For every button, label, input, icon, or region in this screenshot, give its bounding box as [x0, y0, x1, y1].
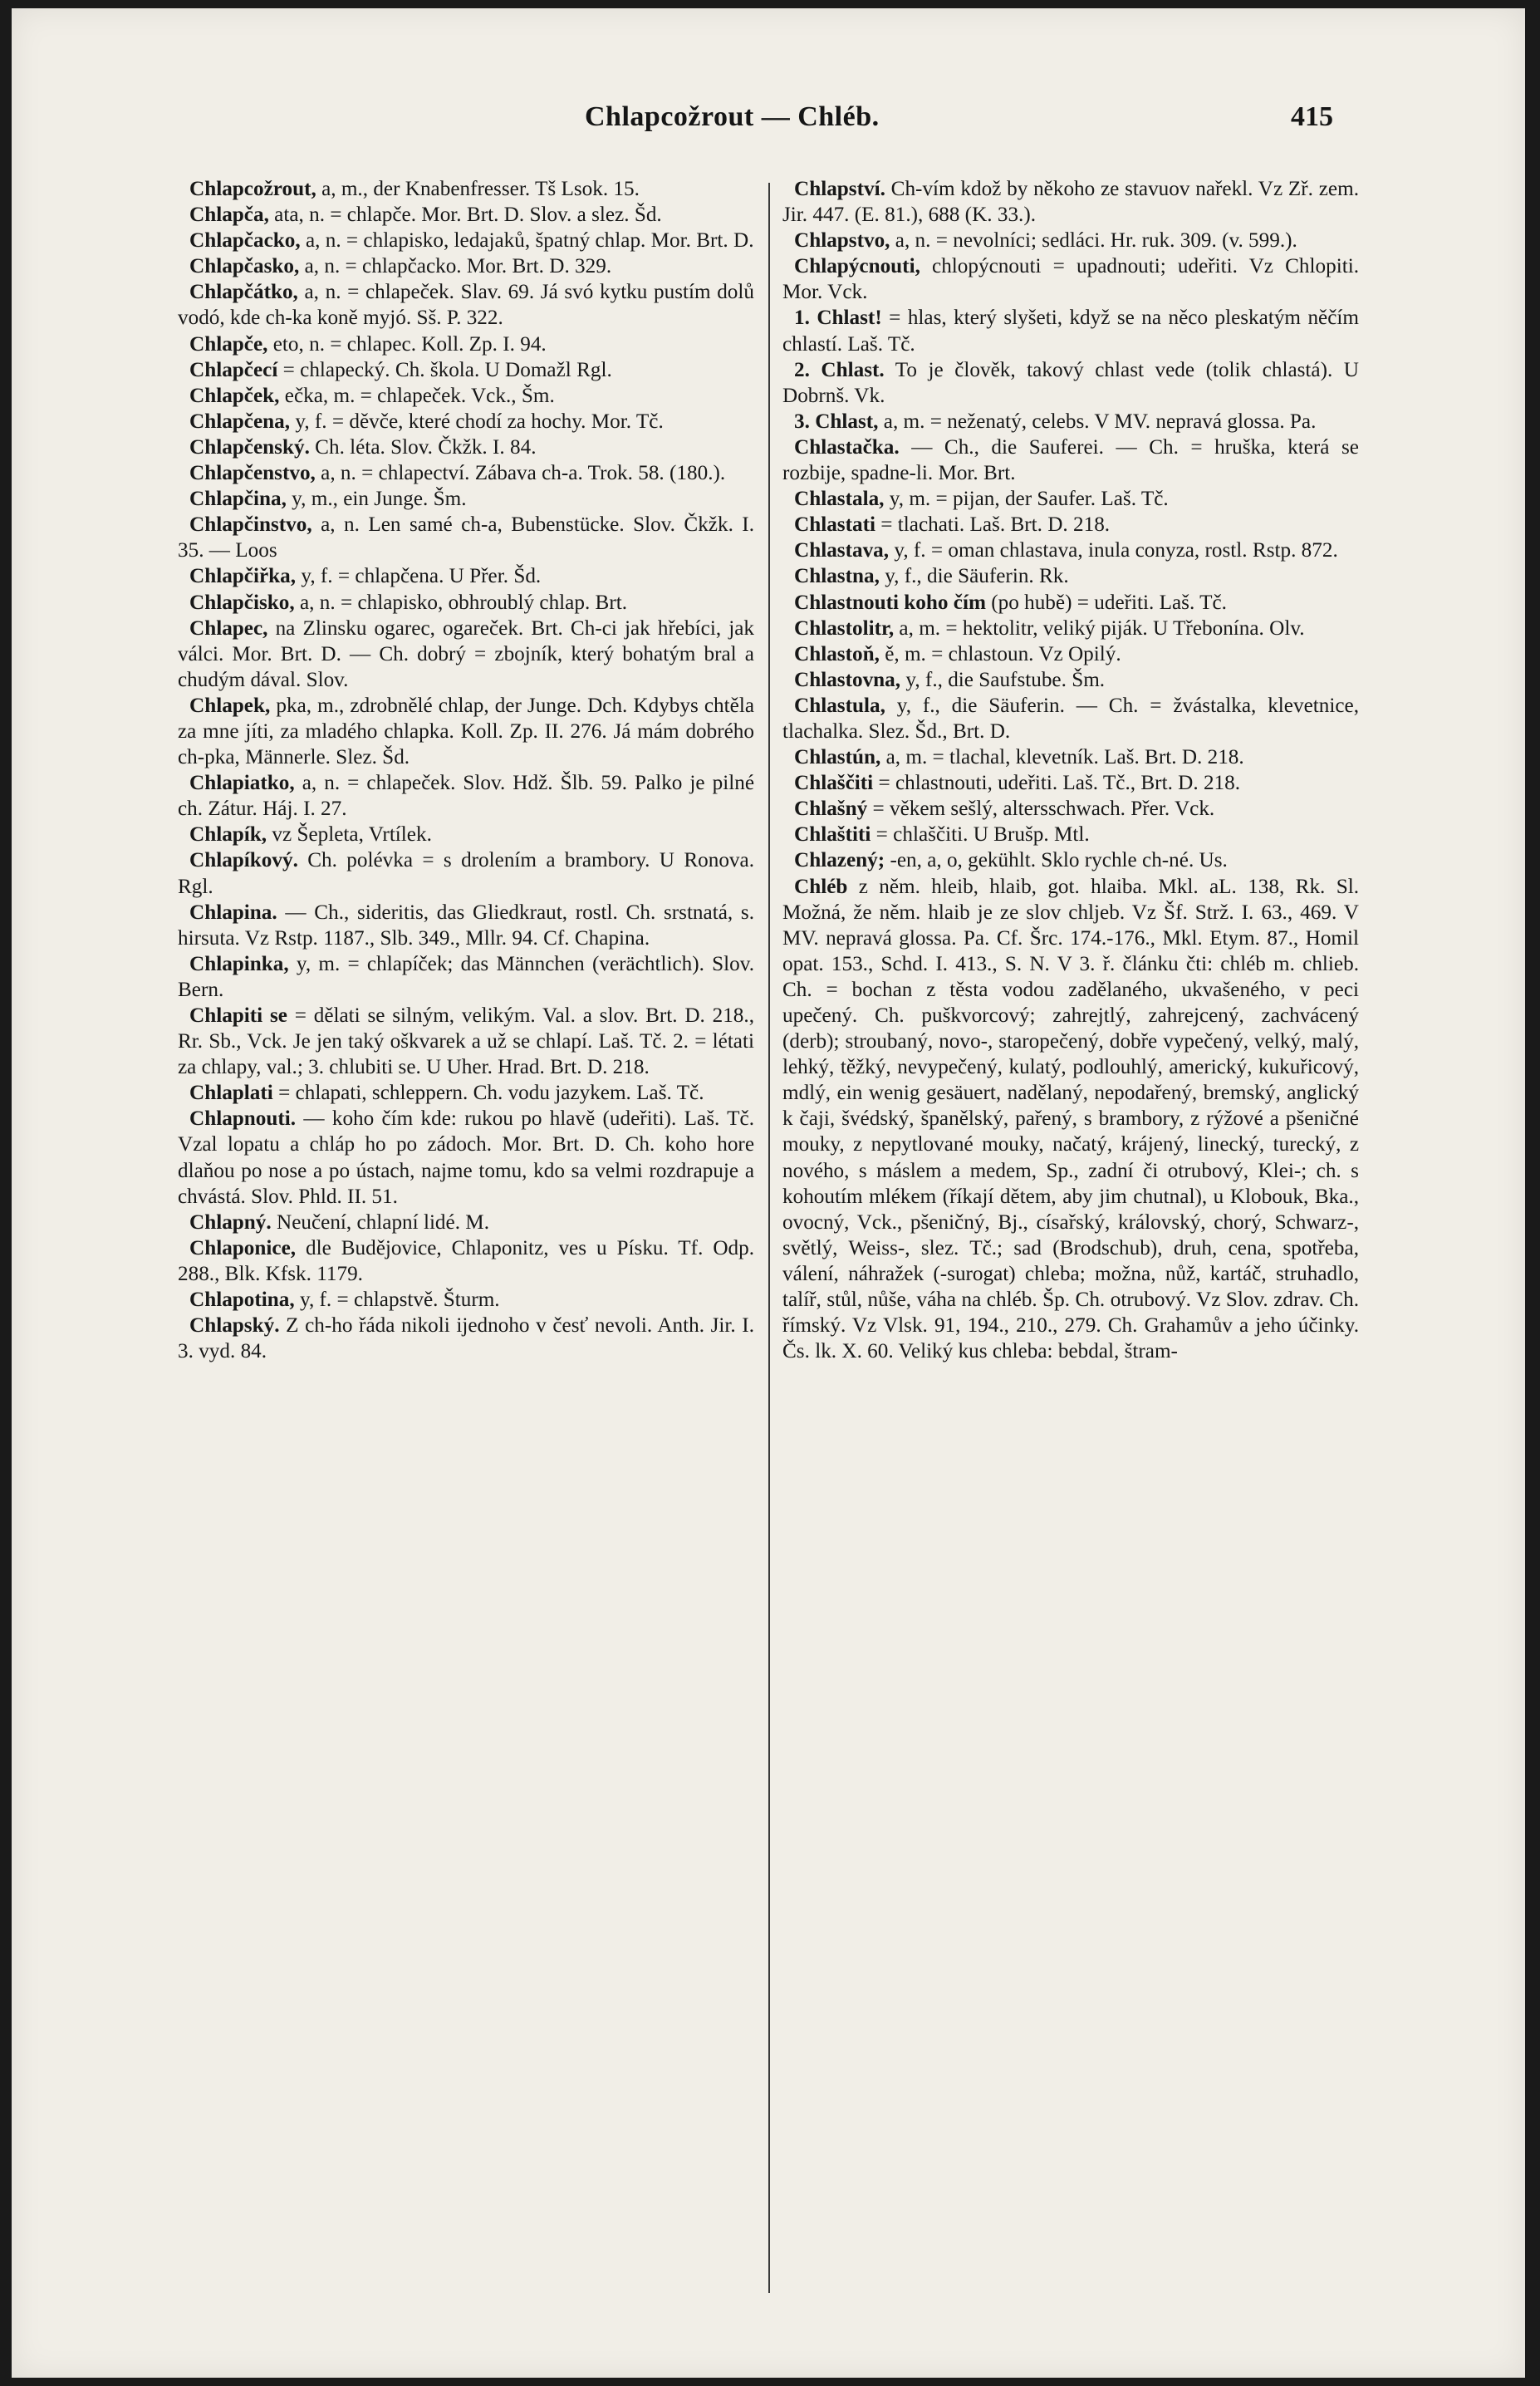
entry-definition: y, f., die Säuferin. Rk. [879, 565, 1069, 588]
entry-headword: Chlastoň, [794, 642, 880, 665]
entry-headword: 3. Chlast, [794, 410, 879, 433]
dictionary-entry [782, 538, 1359, 563]
dictionary-entry [178, 1106, 754, 1209]
entry-headword: Chlapčenský. [189, 435, 310, 459]
entry-headword: Chlapýcnouti, [794, 255, 920, 278]
entry-definition: y, m. = chlapíček; das Männchen (verächtlich). Slov. Bern. [178, 952, 754, 1001]
entry-definition: y, f. = chlapstvě. Šturm. [294, 1289, 500, 1312]
entry-headword: Chlastovna, [794, 668, 901, 691]
dictionary-entry [782, 253, 1359, 305]
entry-headword: Chlašný [794, 798, 868, 821]
entry-headword: Chlastačka. [794, 435, 900, 459]
entry-headword: Chlapček, [189, 384, 280, 407]
entry-headword: Chlastala, [794, 488, 885, 511]
entry-headword: Chlapný. [189, 1210, 272, 1234]
entry-headword: Chlapíkový. [189, 849, 298, 872]
entry-definition: y, f., die Saufstube. Šm. [900, 668, 1106, 691]
dictionary-entry [782, 357, 1359, 409]
dictionary-entry [782, 590, 1359, 616]
entry-definition: chlopýcnouti = upadnouti; udeřiti. Vz Chlopiti. Mor. Vck. [782, 255, 1359, 304]
dictionary-entry [178, 563, 754, 589]
dictionary-page [12, 8, 1525, 2378]
dictionary-entry [178, 1313, 754, 1364]
column-divider [768, 183, 770, 2293]
entry-headword: Chlapčena, [189, 410, 291, 433]
entry-definition: ě, m. = chlastoun. Vz Opilý. [879, 642, 1121, 665]
entry-headword: Chlapče, [189, 332, 268, 356]
entry-definition: = hlas, který slyšeti, když se na něco pleskatým něčím chlastí. Laš. Tč. [782, 307, 1360, 356]
entry-definition: na Zlinsku ogarec, ogareček. Brt. Ch-ci jak hřebíci, jak válci. Mor. Brt. D. — Ch. dobrý = zbojník, který bohatým bral a chudým dával. Slov. [178, 616, 754, 691]
entry-headword: Chlastolitr, [794, 616, 895, 640]
dictionary-entry [178, 434, 754, 460]
dictionary-entry [782, 434, 1359, 486]
dictionary-entry [178, 228, 754, 253]
dictionary-entry [178, 1235, 754, 1287]
dictionary-entry [782, 744, 1359, 770]
entry-headword: Chlaščiti [794, 772, 874, 795]
left-column [178, 176, 754, 2303]
dictionary-entry [178, 331, 754, 357]
entry-definition: a, m. = neženatý, celebs. V MV. nepravá glossa. Pa. [878, 410, 1317, 433]
entry-headword: Chlaponice, [189, 1236, 297, 1259]
entry-definition: = chlastnouti, udeřiti. Laš. Tč., Brt. D. 218. [873, 772, 1241, 795]
dictionary-entry [178, 847, 754, 899]
dictionary-entry [178, 590, 754, 616]
entry-headword: Chléb [794, 875, 848, 898]
entry-headword: Chlapina. [189, 901, 277, 924]
entry-headword: Chlapnouti. [189, 1107, 297, 1131]
entry-definition: a, n. = nevolníci; sedláci. Hr. ruk. 309. (v. 599.). [890, 229, 1297, 253]
dictionary-entry [178, 1210, 754, 1235]
entry-headword: Chlapiti se [189, 1004, 287, 1027]
entry-definition: y, f. = chlapčena. U Přer. Šd. [296, 565, 542, 588]
entry-definition: pka, m., zdrobnělé chlap, der Junge. Dch. Kdybys chtěla za mne jíti, za mladého chlapka. Koll. Zp. II. 276. Já mám dobrého ch-pka, Männerle. Slez. Šd. [178, 694, 754, 769]
entry-headword: Chlapča, [189, 204, 269, 227]
entry-definition: Ch. polévka = s drolením a brambory. U Ronova. Rgl. [178, 849, 754, 898]
dictionary-entry [178, 951, 754, 1003]
entry-definition: a, n. = chlapisko, ledajaků, špatný chlap. Mor. Brt. D. [300, 229, 754, 253]
entry-headword: Chlastula, [794, 694, 885, 717]
entry-definition: = chlaščiti. U Brušp. Mtl. [871, 823, 1090, 847]
entry-definition: — Ch., die Sauferei. — Ch. = hruška, která se rozbije, spadne-li. Mor. Brt. [782, 435, 1359, 485]
dictionary-entry [782, 822, 1359, 847]
entry-headword: Chlapčiřka, [189, 565, 297, 588]
entry-headword: Chlapiatko, [189, 772, 295, 795]
dictionary-entry [178, 900, 754, 951]
dictionary-entry [782, 874, 1359, 1365]
entry-definition: = chlapecký. Ch. škola. U Domažl Rgl. [277, 358, 612, 381]
entry-headword: Chlapčátko, [189, 281, 298, 304]
dictionary-entry [178, 1287, 754, 1313]
dictionary-entry [178, 1003, 754, 1080]
entry-definition: vz Šepleta, Vrtílek. [267, 823, 432, 847]
entry-definition: ečka, m. = chlapeček. Vck., Šm. [279, 384, 555, 407]
dictionary-entry [178, 176, 754, 202]
entry-headword: Chlapství. [794, 178, 885, 200]
right-column [782, 176, 1359, 2303]
entry-definition: y, f. = děvče, které chodí za hochy. Mor. Tč. [290, 410, 664, 433]
entry-definition: Z ch-ho řáda nikoli ijednoho v česť nevoli. Anth. Jir. I. 3. vyd. 84. [178, 1314, 754, 1363]
dictionary-entry [782, 616, 1359, 641]
entry-headword: Chlapčenstvo, [189, 462, 316, 485]
entry-headword: Chlapčacko, [189, 229, 301, 253]
dictionary-entry [178, 383, 754, 409]
entry-headword: 1. Chlast! [794, 307, 882, 330]
entry-definition: a, n. Len samé ch-a, Bubenstücke. Slov. Čkžk. I. 35. — Loos [178, 513, 754, 562]
entry-headword: Chlapcožrout, [189, 178, 316, 200]
dictionary-entry [178, 770, 754, 822]
entry-headword: Chlazený; [794, 849, 885, 872]
entry-headword: Chlapík, [189, 823, 267, 847]
entry-headword: Chlastnouti koho čím [794, 591, 986, 614]
dictionary-entry [178, 253, 754, 279]
dictionary-entry [782, 228, 1359, 253]
dictionary-entry [178, 512, 754, 563]
dictionary-entry [178, 486, 754, 512]
entry-headword: Chlastna, [794, 565, 880, 588]
dictionary-entry [782, 409, 1359, 434]
dictionary-entry [782, 563, 1359, 589]
text-columns [178, 176, 1442, 2303]
dictionary-entry [178, 822, 754, 847]
dictionary-entry [178, 460, 754, 486]
entry-definition: Ch-vím kdož by někoho ze stavuov nařekl. Vz Zř. zem. Jir. 447. (E. 81.), 688 (K. 33.). [782, 178, 1359, 227]
entry-definition: a, m. = hektolitr, veliký piják. U Třebonína. Olv. [894, 616, 1305, 640]
dictionary-entry [178, 1080, 754, 1106]
entry-headword: Chlapčecí [189, 358, 278, 381]
dictionary-entry [782, 176, 1359, 228]
entry-definition: To je člověk, takový chlast vede (tolik chlastá). U Dobrnš. Vk. [782, 358, 1359, 407]
entry-definition: (po hubě) = udeřiti. Laš. Tč. [985, 591, 1227, 614]
dictionary-entry [782, 641, 1359, 667]
entry-definition: y, m. = pijan, der Saufer. Laš. Tč. [884, 488, 1169, 511]
dictionary-entry [178, 616, 754, 693]
entry-definition: = věkem sešlý, altersschwach. Přer. Vck. [867, 798, 1215, 821]
entry-headword: Chlapčasko, [189, 255, 300, 278]
dictionary-entry [782, 512, 1359, 538]
dictionary-entry [782, 305, 1359, 356]
entry-definition: dle Budějovice, Chlaponitz, ves u Písku. Tf. Odp. 288., Blk. Kfsk. 1179. [178, 1236, 754, 1285]
dictionary-entry [782, 796, 1359, 822]
entry-headword: Chlaštiti [794, 823, 871, 847]
entry-definition: a, n. = chlapisko, obhroublý chlap. Brt. [294, 591, 628, 614]
dictionary-entry [178, 693, 754, 770]
dictionary-entry [782, 847, 1359, 873]
entry-definition: ata, n. = chlapče. Mor. Brt. D. Slov. a slez. Šd. [268, 204, 662, 227]
entry-headword: Chlapčisko, [189, 591, 295, 614]
dictionary-entry [782, 486, 1359, 512]
entry-definition: Neučení, chlapní lidé. M. [271, 1210, 489, 1234]
entry-definition: y, f. = oman chlastava, inula conyza, rostl. Rstp. 872. [889, 539, 1338, 562]
entry-definition: y, m., ein Junge. Šm. [286, 488, 467, 511]
entry-definition: = tlachati. Laš. Brt. D. 218. [875, 513, 1111, 537]
page-header [12, 101, 1525, 143]
entry-headword: Chlapstvo, [794, 229, 890, 253]
entry-headword: Chlapec, [189, 616, 268, 640]
dictionary-entry [178, 202, 754, 228]
running-head: Chlapcožrout — Chléb. [585, 101, 880, 132]
entry-headword: Chlapek, [189, 694, 271, 717]
dictionary-entry [782, 693, 1359, 744]
entry-definition: — Ch., sideritis, das Gliedkraut, rostl. Ch. srstnatá, s. hirsuta. Vz Rstp. 1187., Slb. 349., Mllr. 94. Cf. Chapina. [178, 901, 754, 950]
entry-definition: = dělati se silným, velikým. Val. a slov. Brt. D. 218., Rr. Sb., Vck. Je jen taký oškvarek a už se chlapí. Laš. Tč. 2. = létati za chlapy, val.; 3. chlubiti se. U Uher. Hrad. Brt. D. 218. [178, 1004, 754, 1079]
dictionary-entry [178, 409, 754, 434]
entry-definition: a, m. = tlachal, klevetník. Laš. Brt. D. 218. [880, 746, 1244, 769]
entry-definition: = chlapati, schleppern. Ch. vodu jazykem. Laš. Tč. [272, 1082, 704, 1105]
entry-definition: y, f., die Säuferin. — Ch. = žvástalka, klevetnice, tlachalka. Slez. Šd., Brt. D. [782, 694, 1359, 743]
entry-definition: a, n. = chlapeček. Slov. Hdž. Šlb. 59. Palko je pilné ch. Zátur. Háj. I. 27. [178, 772, 754, 821]
entry-headword: Chlapský. [189, 1314, 280, 1338]
dictionary-entry [782, 770, 1359, 796]
entry-headword: Chlapinka, [189, 952, 289, 975]
entry-definition: a, n. = chlapeček. Slav. 69. Já svó kytku pustím dolů vodó, kde ch-ka koně myjó. Sš. P. 322. [178, 281, 754, 330]
entry-headword: Chlastava, [794, 539, 890, 562]
entry-definition: Ch. léta. Slov. Čkžk. I. 84. [309, 435, 537, 459]
dictionary-entry [178, 357, 754, 383]
entry-definition: eto, n. = chlapec. Koll. Zp. I. 94. [267, 332, 547, 356]
entry-definition: a, n. = chlapčacko. Mor. Brt. D. 329. [299, 255, 612, 278]
entry-headword: Chlapčinstvo, [189, 513, 312, 537]
entry-definition: z něm. hleib, hlaib, got. hlaiba. Mkl. aL. 138, Rk. Sl. Možná, že něm. hlaib je ze slov chljeb. Vz Šf. Strž. I. 63., 469. V MV. nepravá glossa. Pa. Cf. Šrc. 174.-176., Mkl. Etym. 87., Homil opat. 153., Schd. I. 413., S. N. V 3. ř. článku čti: chléb m. chlieb. Ch. = bochan z těsta vodou zadělaného, ukvašeného, v peci upečený. Ch. puškvorcový; zahrejtlý, zahrejcený, zachvácený (derb); stroubaný, novo-, staropečený, dobře vypečený, velký, malý, lehký, těžký, nevypečený, kulatý, podlouhlý, americký, kukuřicový, mdlý, ein wenig gesäuert, nadělaný, nepodařený, bremský, anglický k čaji, švédský, španělský, pařený, s brambory, z rýžové a pšeničné mouky, z nepytlované mouky, načatý, krájený, linecký, turecký, z nového, s máslem a medem, Sp., zadní či otrubový, Klei-; ch. s kohoutím mlékem (říkají dětem, aby jim chutnal), u Klobouk, Bka., ovocný, Vck., pšeničný, Bj., císařský, královský, chorý, Schwarz-, světlý, Weiss-, slez. Tč.; sad (Brodschub), druh, cena, spotřeba, válení, náhražek (-surogat) chleba; možna, nůž, kartáč, struhadlo, talíř, stůl, nůše, váha na chléb. Šp. Ch. otrubový. Vz Slov. zdrav. Ch. římský. Vz Vlsk. 91, 194., 210., 279. Ch. Grahamův a jeho účinky. Čs. lk. X. 60. Veliký kus chleba: bebdal, štram- [782, 875, 1359, 1363]
entry-headword: Chlapčina, [189, 488, 287, 511]
dictionary-entry [782, 667, 1359, 693]
entry-headword: Chlastati [794, 513, 875, 537]
entry-definition: a, m., der Knabenfresser. Tš Lsok. 15. [316, 178, 640, 200]
entry-headword: Chlaplati [189, 1082, 273, 1105]
entry-headword: Chlapotina, [189, 1289, 295, 1312]
page-number: 415 [1291, 101, 1333, 132]
dictionary-entry [178, 279, 754, 331]
entry-definition: — koho čím kde: rukou po hlavě (udeřiti). Laš. Tč. Vzal lopatu a chláp ho po zádoch. Mor. Brt. D. Ch. koho hore dlaňou po nose a po ústach, najme tomu, kdo sa velmi rozdrapuje a chvástá. Slov. Phld. II. 51. [178, 1107, 754, 1208]
entry-headword: 2. Chlast. [794, 358, 885, 381]
entry-definition: -en, a, o, gekühlt. Sklo rychle ch-né. Us. [885, 849, 1228, 872]
entry-headword: Chlastún, [794, 746, 881, 769]
entry-definition: a, n. = chlapectví. Zábava ch-a. Trok. 58. (180.). [315, 462, 726, 485]
